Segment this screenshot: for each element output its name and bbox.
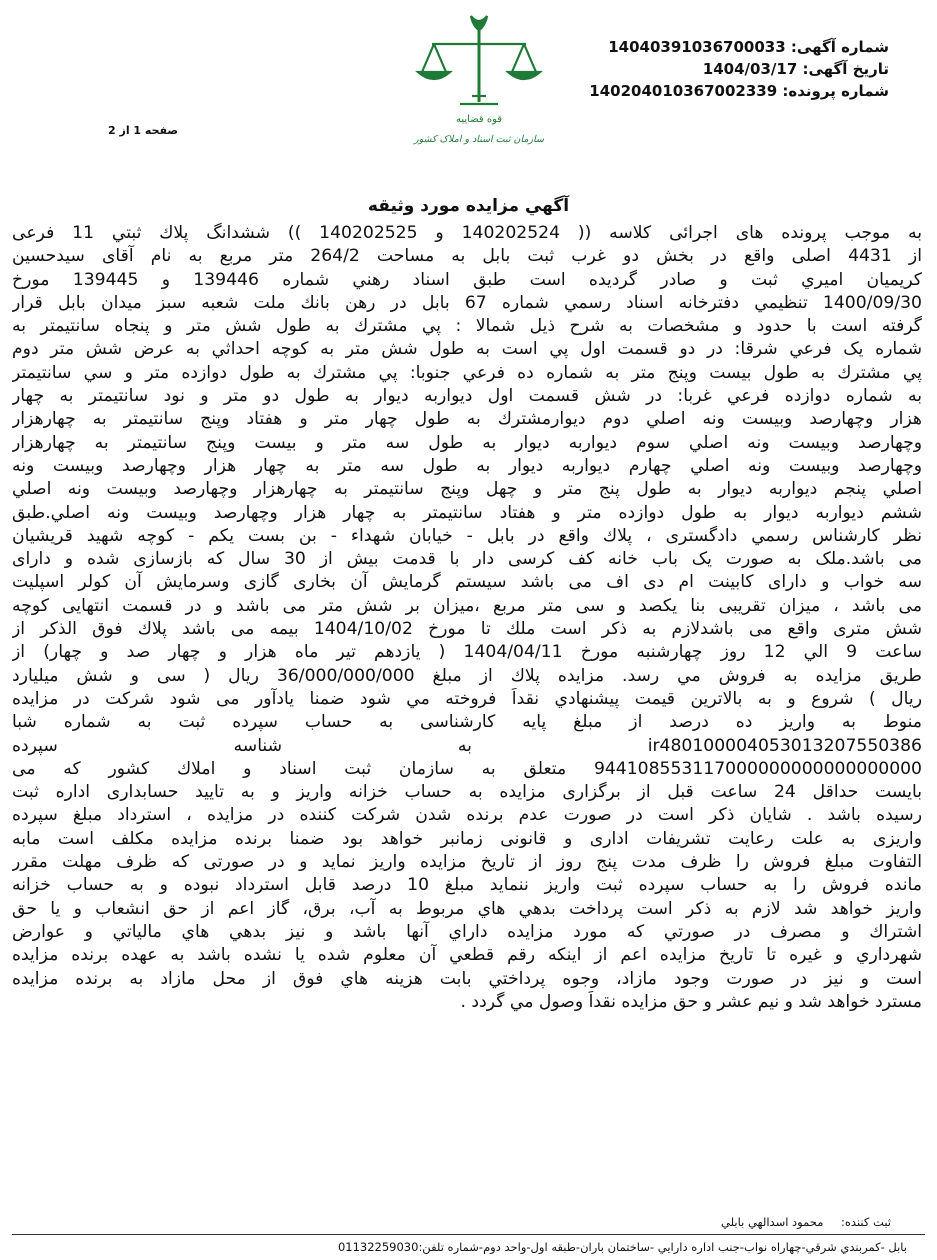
body-line: ريال ) شروع و به بالاترين قيمت پيشنهادي نقداً فروخته مي شود ضمنا يادآور می شود شركت در مزايده	[12, 688, 922, 709]
body-line: رسيده باشد . شايان ذكر است در صورت عدم برنده شدن شركت كننده در مزايده ، استرداد مبلغ سپرده	[12, 805, 922, 826]
body-line: شهرداري و غيره تا تاريخ مزايده اعم از اينكه رقم قطعي آن معلوم شده يا نشده باشد به عهده برنده مزايده	[12, 945, 922, 966]
registrar	[707, 1215, 891, 1229]
body-line: شماره يک فرعي شرقا: در دو قسمت اول پي است به طول شش متر به كوچه احداثي به عرض شش متر دوم	[12, 339, 922, 360]
body-line: منوط به واريز ده درصد از مبلغ پايه كارشناسی به حساب سپرده ثبت به شماره شبا	[12, 712, 922, 733]
body-line: 1400/09/30 تنظيمي دفترخانه اسناد رسمي شماره 67 بابل در رهن بانك ملت شعبه سبز ميدان بابل قرار	[12, 292, 922, 313]
body-line: می باشد.ملک به صورت يک باب خانه كف كرسی دار با قدمت بيش از 30 سال كه بازسازی شده و دارای	[12, 549, 922, 570]
body-line: سه خواب و دارای كابينت ام دی اف می باشد سيستم گرمايش آن بخاری گازی وسرمايش آن كولر اسپليت	[12, 572, 922, 593]
ad-number-row	[589, 36, 889, 58]
body-line: نظر كارشناس رسمي دادگستری ، پلاك واقع در بابل - خيابان شهداء - بن بست يكم - كوچه شهيد قريشيان	[12, 525, 922, 546]
body-line: وچهارصد وبيست ونه اصلي چهارم ديواربه ديوار به طول سه متر به چهار هزار وچهارصد وبيست ونه	[12, 455, 922, 476]
body-line: ششم ديواربه ديوار به طول دوازده متر و هفتاد سانتيمتر به چهار هزار وچهارصد وبيست ونه اصلي.طبق	[12, 502, 922, 523]
body-line: ir480100004053013207550386 به شناسه سپرده	[12, 735, 922, 756]
body-line: اصلي پنجم ديواربه ديوار به طول پنج متر و چهل وپنج سانتيمتر به چهارهزار وچهارصد وبيست ونه اصلي	[12, 479, 922, 500]
body-line: التفاوت مبلغ فروش را ظرف مدت پنج روز از تاريخ مزايده واريز نمايد و در صورتی كه ظرف مهلت مقرر	[12, 852, 922, 873]
ad-header-meta	[589, 36, 889, 102]
svg-text:سازمان ثبت اسناد و املاک کشور: سازمان ثبت اسناد و املاک کشور	[414, 134, 544, 145]
body-line: كريميان اميري ثبت و صادر گرديده است طبق اسناد رهني شماره 139446 و 139445 مورخ	[12, 269, 922, 290]
ad-number: 14040391036700033	[608, 38, 786, 56]
body-line: مسترد خواهد شد و نيم عشر و حق مزايده نقداً وصول مي گردد .	[460, 991, 922, 1012]
ad-number-label: شماره آگهی:	[790, 38, 889, 56]
judiciary-emblem-icon	[408, 10, 550, 152]
page-title: آگهي مزايده مورد وثيقه	[367, 196, 570, 216]
ad-date-label: تاریخ آگهی:	[802, 60, 889, 78]
body-line: به شماره دوازده فرعي غربا: در شش قسمت اول ديواربه ديوار به طول دو متر و نود سانتيمتر به چهار	[12, 386, 922, 407]
body-line: است و نيز در صورت وجود مازاد، وجوه پرداختي بابت هزينه هاي فوق از محل مازاد به برنده مزايده	[12, 968, 922, 989]
body-line: بايست حداقل 24 ساعت قبل از برگزاری مزايده به حساب خزانه واريز و به تاييد حسابداری اداره ثبت	[12, 782, 922, 803]
case-number-row	[589, 80, 889, 102]
case-number-label: شماره پرونده:	[782, 82, 889, 100]
body-line: می باشد ، ميزان تقريبی بنا يكصد و سی متر مربع ،ميزان بر شش متر می باشد و در قسمت انتهايی كوچه	[12, 595, 922, 616]
ad-date: 1404/03/17	[702, 60, 798, 78]
page-number: صفحه 1 از 2	[108, 124, 179, 137]
body-line: اشتراك و مصرف در صورتي كه مورد مزايده داراي آنها باشد و نيز بدهي هاي مالياتي و عوارض	[12, 921, 922, 942]
body-line: گرفته است با حدود و مشخصات به شرح ذيل شمالا : پي مشترك به طول شش متر و پنجاه سانتيمتر به	[12, 316, 922, 337]
notice-body	[12, 222, 922, 1014]
footer-address: بابل -كمربندي شرقي-چهاراه نواب-جنب اداره دارايي -ساختمان باران-طبقه اول-واحد دوم-شماره تلفن:01132259030	[337, 1240, 907, 1254]
body-line: طريق مزايده به فروش مي رسد. مزايده پلاك از مبلغ 36/000/000/000 ريال ( سی و شش ميليارد	[12, 665, 922, 686]
body-line: 944108553117000000000000000000 متعلق به سازمان ثبت اسناد و املاك كشور كه می	[12, 758, 922, 779]
registrar-label: ثبت كننده:	[841, 1215, 891, 1229]
body-line: وچهارصد وبيست ونه اصلي سوم ديواربه ديوار به طول سه متر و بيست وپنج سانتيمتر به چهارهزار	[12, 432, 922, 453]
case-number: 140204010367002339	[589, 82, 778, 100]
registrar-name: محمود اسدالهي بابلي	[721, 1215, 824, 1229]
body-line: شش متری واقع می باشدلازم به ذكر است ملك تا مورخ 1404/10/02 بيمه می باشد پلاك فوق الذكر از	[12, 619, 922, 640]
body-line: مانده فروش را به حساب سپرده ثبت واريز ننمايد مبلغ 10 درصد قابل استرداد نبوده و به حساب خزانه	[12, 875, 922, 896]
body-line: واريز خواهد شد لازم به ذكر است پرداخت بدهي هاي مربوط به آب، برق، گاز اعم از حق انشعاب و يا حق	[12, 898, 922, 919]
body-line: به موجب پرونده هاى اجرائى كلاسه (( 140202524 و 140202525 )) ششدانگ پلاك ثبتي 11 فرعی	[12, 223, 922, 243]
body-line: واريزی به علت رعايت تشريفات اداری و قانونی زمانبر خواهد بود ضمنا برنده مزايده مكلف است مابه	[12, 828, 922, 849]
body-line: از 4431 اصلى واقع در بخش دو غرب ثبت بابل به مساحت 264/2 متر مربع به نام آقاى سيدحسين	[12, 246, 922, 267]
ad-date-row	[589, 58, 889, 80]
body-line: هزار وچهارصد وبيست ونه اصلي دوم ديوارمشترك به طول چهار متر و هفتاد وپنج سانتيمتر به چهارهزار	[12, 409, 922, 430]
body-line: پي مشترك به طول بيست وپنج متر به شماره ده فرعي جنوبا: پي مشترك به طول دوازده متر و سي سانتيمتر	[12, 362, 922, 383]
svg-text:قوه قضاییه: قوه قضاییه	[455, 114, 503, 125]
body-line: ساعت 9 الي 12 روز چهارشنبه مورخ 1404/04/11 ( يازدهم تير ماه هزار و چهار صد و چهار) از	[12, 642, 922, 663]
footer-divider	[12, 1234, 925, 1235]
